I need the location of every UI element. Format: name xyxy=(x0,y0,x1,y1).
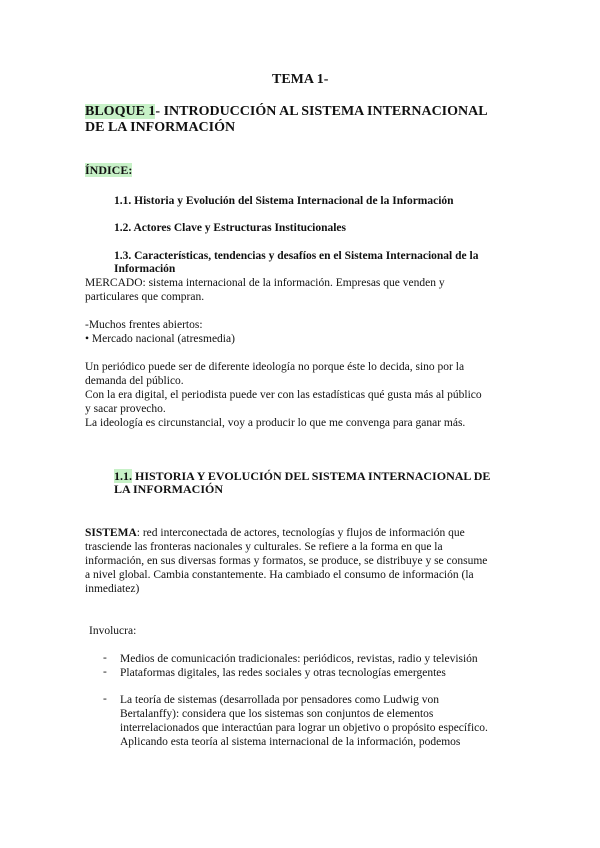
involucra-label: Involucra: xyxy=(89,625,137,637)
block-title-line1: - INTRODUCCIÓN AL SISTEMA INTERNACIONAL xyxy=(155,104,488,119)
list-item-3-line2: Bertalanffy): considera que los sistemas son conjuntos de elementos xyxy=(120,708,434,720)
list-dash-1: - xyxy=(103,652,107,664)
list-item-3 xyxy=(120,693,515,749)
p1-line1: Un periódico puede ser de diferente ideología no porque éste lo decida, sino por la xyxy=(85,361,465,373)
list-item-1: Medios de comunicación tradicionales: periódicos, revistas, radio y televisión xyxy=(120,653,478,665)
toc-item-1-3 xyxy=(114,250,514,276)
title-text: TEMA 1- xyxy=(272,72,329,87)
block-heading xyxy=(85,104,525,136)
toc-item-1-2: 1.2. Actores Clave y Estructuras Institucionales xyxy=(114,222,347,234)
section-number: 1.1. xyxy=(114,469,132,483)
ideology-paragraph xyxy=(85,360,515,430)
block-code: BLOQUE 1 xyxy=(85,104,156,119)
block-title-line2: DE LA INFORMACIÓN xyxy=(85,120,236,135)
p1-line2: demanda del público. xyxy=(85,375,184,387)
list-item-3-line1: La teoría de sistemas (desarrollada por pensadores como Ludwig von xyxy=(120,694,440,706)
section-heading-1-1 xyxy=(114,470,514,496)
sistema-paragraph xyxy=(85,526,515,596)
mercado-paragraph xyxy=(85,276,515,304)
toc-item-1-3-line2: Información xyxy=(114,263,176,275)
sistema-term: SISTEMA xyxy=(85,527,137,539)
p2-line2: y sacar provecho. xyxy=(85,403,166,415)
frentes-paragraph xyxy=(85,318,515,346)
mercado-line1: MERCADO: sistema internacional de la información. Empresas que venden y xyxy=(85,277,445,289)
p2-line1: Con la era digital, el periodista puede ver con las estadísticas qué gusta más al público xyxy=(85,389,482,401)
section-title-line1: HISTORIA Y EVOLUCIÓN DEL SISTEMA INTERNACIONAL DE xyxy=(132,469,491,483)
section-title-line2: LA INFORMACIÓN xyxy=(114,482,224,496)
p3-line: La ideología es circunstancial, voy a producir lo que me convenga para ganar más. xyxy=(85,417,466,429)
list-item-3-line4: Aplicando esta teoría al sistema internacional de la información, podemos xyxy=(120,736,461,748)
mercado-line2: particulares que compran. xyxy=(85,291,205,303)
sistema-line5: inmediatez) xyxy=(85,583,140,595)
mercado-nacional-line: • Mercado nacional (atresmedia) xyxy=(85,333,235,345)
index-label: ÍNDICE: xyxy=(85,163,133,177)
index-heading xyxy=(85,163,132,178)
toc-item-1-3-line1: 1.3. Características, tendencias y desafíos en el Sistema Internacional de la xyxy=(114,250,479,262)
list-item-2: Plataformas digitales, las redes sociales y otras tecnologías emergentes xyxy=(120,667,446,679)
sistema-line2: trasciende las fronteras nacionales y culturales. Se refiere a la forma en que la xyxy=(85,541,443,553)
sistema-line1: : red interconectada de actores, tecnologías y flujos de información que xyxy=(136,527,465,539)
list-dash-2: - xyxy=(103,666,107,678)
toc-item-1-1: 1.1. Historia y Evolución del Sistema Internacional de la Información xyxy=(114,195,454,207)
list-dash-3: - xyxy=(103,693,107,705)
page-title xyxy=(272,72,328,88)
sistema-line4: a nivel global. Cambia constantemente. Ha cambiado el consumo de información (la xyxy=(85,569,474,581)
frentes-line: -Muchos frentes abiertos: xyxy=(85,319,203,331)
sistema-line3: información, en sus diversas formas y formatos, se produce, se distribuye y se consume xyxy=(85,555,488,567)
list-item-3-line3: interrelacionados que interactúan para lograr un objetivo o propósito específico. xyxy=(120,722,488,734)
